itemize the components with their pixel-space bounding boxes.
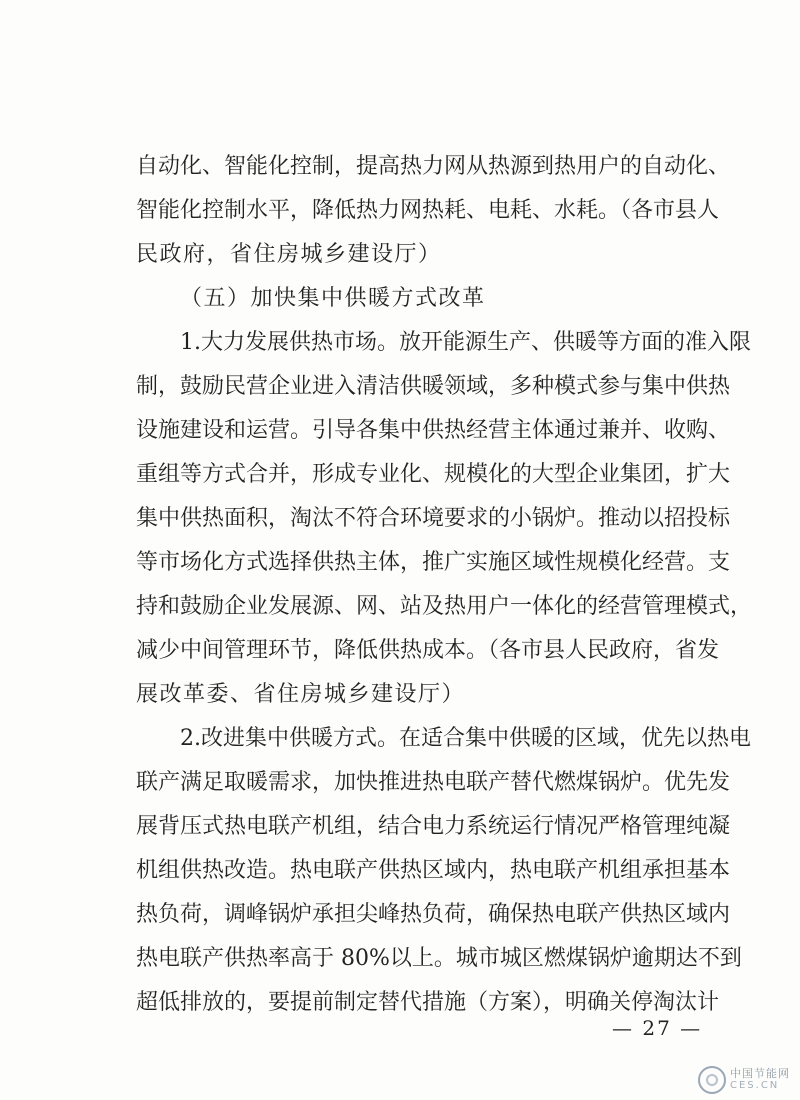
page-number: — 27 —: [612, 1016, 703, 1040]
ces-logo-icon: [698, 1066, 726, 1094]
text-line: 持和鼓励企业发展源、网、站及热用户一体化的经营管理模式，: [136, 594, 753, 619]
watermark: [698, 1066, 790, 1094]
text-line: 联产满足取暖需求，加快推进热电联产替代燃煤锅炉。优先发: [136, 770, 731, 795]
text-line: 智能化控制水平，降低热力网热耗、电耗、水耗。（各市县人: [136, 198, 720, 223]
text-line: 展背压式热电联产机组，结合电力系统运行情况严格管理纯凝: [136, 814, 731, 839]
section-heading: （五）加快集中供暖方式改革: [180, 286, 486, 311]
text-line: 制，鼓励民营企业进入清洁供暖领域，多种模式参与集中供热: [136, 374, 731, 399]
text-line: 减少中间管理环节，降低供热成本。（各市县人民政府，省发: [136, 638, 720, 663]
text-line: 集中供热面积，淘汰不符合环境要求的小锅炉。推动以招投标: [136, 506, 731, 531]
text-line: 展改革委、省住房城乡建设厅）: [136, 682, 466, 707]
text-line: 热负荷，调峰锅炉承担尖峰热负荷，确保热电联产供热区域内: [136, 902, 731, 927]
text-line: 超低排放的，要提前制定替代措施（方案），明确关停淘汰计: [136, 990, 720, 1015]
watermark-text: [730, 1068, 790, 1092]
text-line: 民政府，省住房城乡建设厅）: [136, 242, 442, 267]
text-line: 机组供热改造。热电联产供热区域内，热电联产机组承担基本: [136, 858, 731, 883]
watermark-en: CES.CN: [730, 1080, 780, 1091]
watermark-cn: 中国节能网: [730, 1067, 790, 1080]
text-line: 自动化、智能化控制，提高热力网从热源到热用户的自动化、: [136, 154, 731, 179]
text-line: 1.大力发展供热市场。放开能源生产、供暖等方面的准入限: [180, 330, 751, 355]
text-line: 等市场化方式选择供热主体，推广实施区域性规模化经营。支: [136, 550, 731, 575]
text-line: 2.改进集中供暖方式。在适合集中供暖的区域，优先以热电: [180, 726, 751, 751]
text-line: 设施建设和运营。引导各集中供热经营主体通过兼并、收购、: [136, 418, 731, 443]
text-line: 重组等方式合并，形成专业化、规模化的大型企业集团，扩大: [136, 462, 731, 487]
text-line: 热电联产供热率高于 80%以上。城市城区燃煤锅炉逾期达不到: [136, 946, 742, 971]
